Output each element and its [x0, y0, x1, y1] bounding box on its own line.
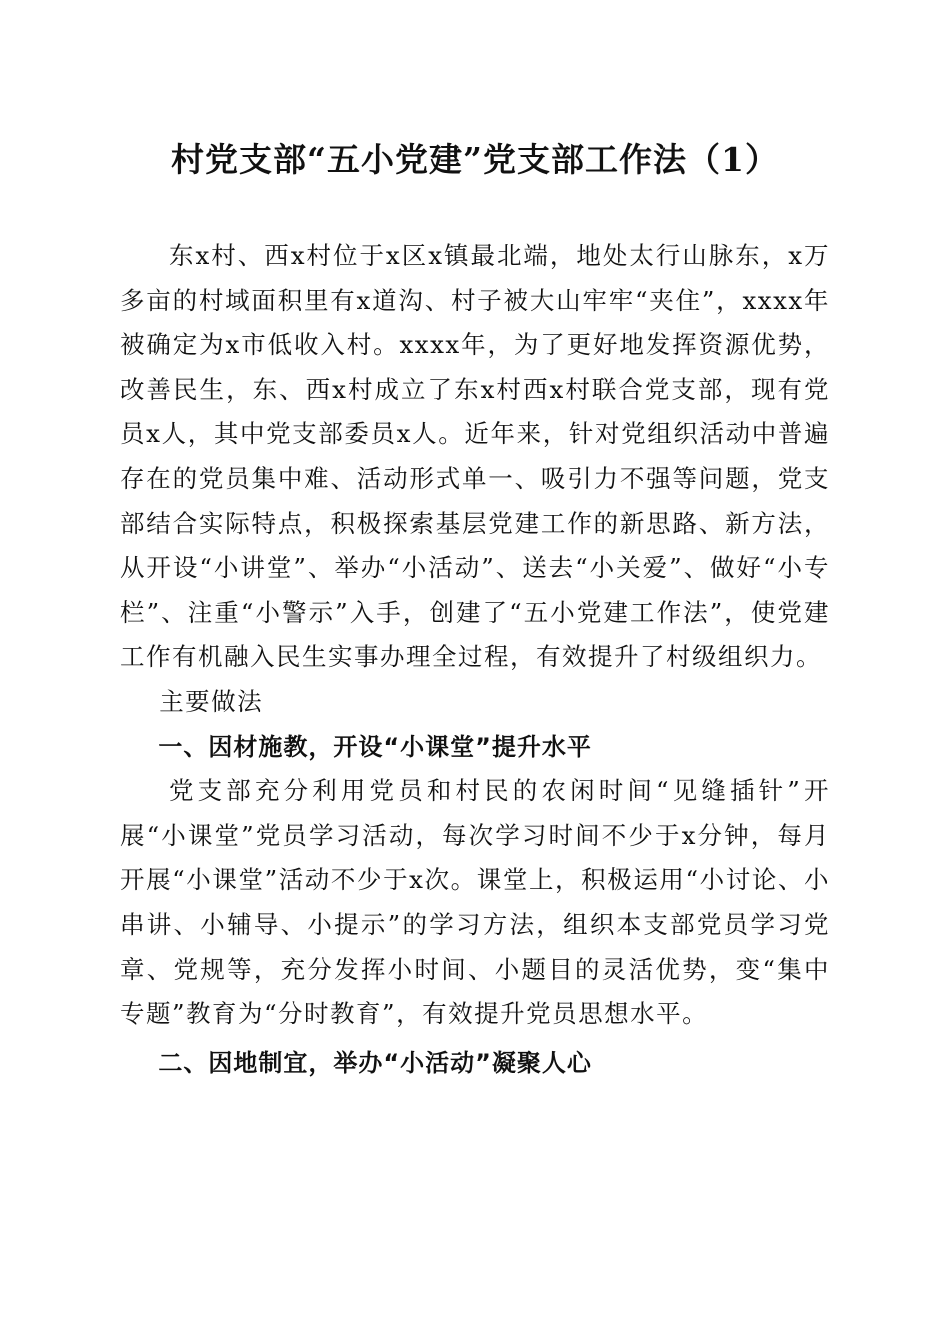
section-heading-2: 二、因地制宜，举办“小活动”凝聚人心 — [158, 1048, 592, 1077]
document-body — [120, 234, 830, 1085]
document-title: 村党支部“五小党建”党支部工作法（1） — [171, 140, 779, 179]
intro-paragraph: 东x村、西x村位于x区x镇最北端，地处太行山脉东，x万多亩的村域面积里有x道沟、村子被大山牢牢“夹住”，xxxx年被确定为x市低收入村。xxxx年，为了更好地发挥资源优势，改善民生，东、西x村成立了东x村西x村联合党支部，现有党员x人，其中党支部委员x人。近年来，针对党组织活动中普遍存在的党员集中难、活动形式单一、吸引力不强等问题，党支部结合实际特点，积极探索基层党建工作的新思路、新方法，从开设“小讲堂”、举办“小活动”、送去“小关爱”、做好“小专栏”、注重“小警示”入手，创建了“五小党建工作法”，使党建工作有机融入民生实事办理全过程，有效提升了村级组织力。 — [120, 241, 830, 672]
section-heading-1: 一、因材施教，开设“小课堂”提升水平 — [158, 732, 592, 761]
section-label: 主要做法 — [159, 686, 264, 716]
section-paragraph-1: 党支部充分利用党员和村民的农闲时间“见缝插针”开展“小课堂”党员学习活动，每次学习时间不少于x分钟，每月开展“小课堂”活动不少于x次。课堂上，积极运用“小讨论、小串讲、小辅导、小提示”的学习方法，组织本支部党员学习党章、党规等，充分发挥小时间、小题目的灵活优势，变“集中专题”教育为“分时教育”，有效提升党员思想水平。 — [120, 776, 830, 1029]
